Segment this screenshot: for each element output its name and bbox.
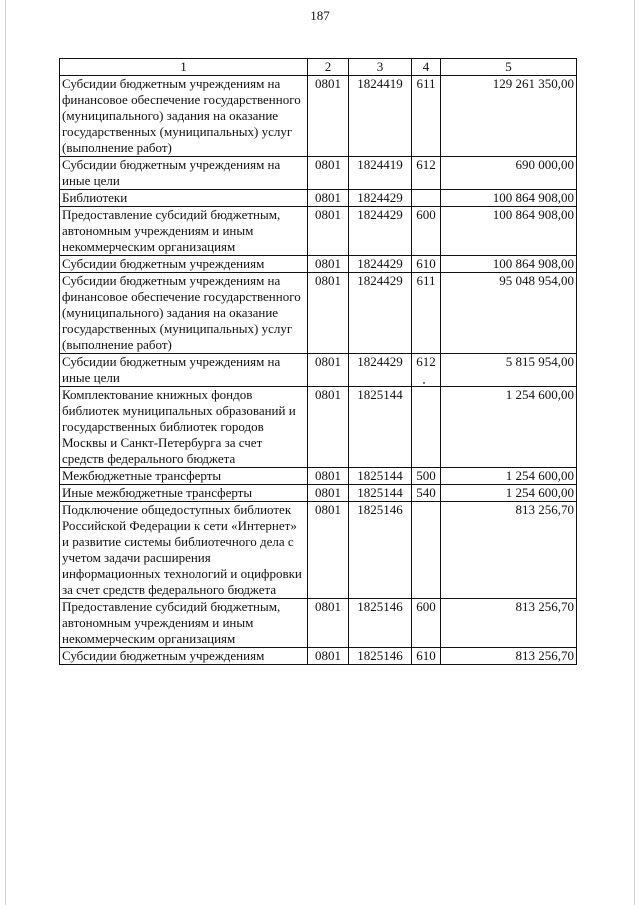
row-section: 0801 [308, 207, 349, 256]
header-row [60, 59, 577, 76]
row-name: Предоставление субсидий бюджетным, автономным учреждениям и иным некоммерческим организациям [60, 207, 308, 256]
row-amount: 100 864 908,00 [441, 256, 577, 273]
row-amount: 5 815 954,00 [441, 354, 577, 387]
table-row [60, 76, 577, 157]
table-row [60, 387, 577, 468]
table-row [60, 354, 577, 387]
row-name: Иные межбюджетные трансферты [60, 485, 308, 502]
row-amount: 95 048 954,00 [441, 273, 577, 354]
table-row [60, 207, 577, 256]
table-row [60, 256, 577, 273]
row-name: Субсидии бюджетным учреждениям на финансовое обеспечение государственного (муниципального) задания на оказание государственных (муниципальных) услуг (выполнение работ) [60, 76, 308, 157]
row-amount: 100 864 908,00 [441, 190, 577, 207]
row-name: Субсидии бюджетным учреждениям на иные цели [60, 354, 308, 387]
header-col-2: 2 [308, 59, 349, 76]
row-target: 1825146 [349, 599, 412, 648]
row-section: 0801 [308, 485, 349, 502]
table-row [60, 648, 577, 665]
budget-table [59, 58, 577, 665]
row-target: 1825144 [349, 387, 412, 468]
row-amount: 100 864 908,00 [441, 207, 577, 256]
scan-edge-left [5, 0, 6, 905]
row-group: 610 [412, 256, 441, 273]
row-target: 1824429 [349, 273, 412, 354]
row-name: Межбюджетные трансферты [60, 468, 308, 485]
scan-speck [423, 382, 425, 384]
header-col-3: 3 [349, 59, 412, 76]
row-section: 0801 [308, 354, 349, 387]
table-row [60, 599, 577, 648]
row-name: Библиотеки [60, 190, 308, 207]
row-target: 1824429 [349, 256, 412, 273]
header-col-4: 4 [412, 59, 441, 76]
row-target: 1824429 [349, 190, 412, 207]
row-group: 540 [412, 485, 441, 502]
row-target: 1825144 [349, 485, 412, 502]
row-group: 610 [412, 648, 441, 665]
row-target: 1825146 [349, 648, 412, 665]
row-section: 0801 [308, 468, 349, 485]
row-amount: 1 254 600,00 [441, 387, 577, 468]
row-section: 0801 [308, 157, 349, 190]
row-amount: 1 254 600,00 [441, 468, 577, 485]
row-target: 1824419 [349, 76, 412, 157]
header-col-5: 5 [441, 59, 577, 76]
row-name: Субсидии бюджетным учреждениям на иные цели [60, 157, 308, 190]
row-name: Субсидии бюджетным учреждениям [60, 648, 308, 665]
row-target: 1825146 [349, 502, 412, 599]
row-section: 0801 [308, 502, 349, 599]
row-group [412, 502, 441, 599]
row-name: Комплектование книжных фондов библиотек муниципальных образований и государственных библиотек городов Москвы и Санкт-Петербурга за счет средств федерального бюджета [60, 387, 308, 468]
row-name: Предоставление субсидий бюджетным, автономным учреждениям и иным некоммерческим организациям [60, 599, 308, 648]
row-amount: 813 256,70 [441, 599, 577, 648]
row-section: 0801 [308, 599, 349, 648]
table-header [60, 59, 577, 76]
row-target: 1825144 [349, 468, 412, 485]
row-name: Субсидии бюджетным учреждениям [60, 256, 308, 273]
row-target: 1824429 [349, 354, 412, 387]
row-section: 0801 [308, 387, 349, 468]
page-number: 187 [310, 8, 330, 23]
row-group: 612 [412, 157, 441, 190]
row-amount: 1 254 600,00 [441, 485, 577, 502]
row-name: Подключение общедоступных библиотек Российской Федерации к сети «Интернет» и развитие системы библиотечного дела с учетом задачи расширения информационных технологий и оцифровки за счет средств федерального бюджета [60, 502, 308, 599]
row-name: Субсидии бюджетным учреждениям на финансовое обеспечение государственного (муниципального) задания на оказание государственных (муниципальных) услуг (выполнение работ) [60, 273, 308, 354]
row-group: 600 [412, 599, 441, 648]
table-row [60, 502, 577, 599]
row-group: 611 [412, 76, 441, 157]
row-section: 0801 [308, 648, 349, 665]
row-group: 611 [412, 273, 441, 354]
table-row [60, 190, 577, 207]
row-section: 0801 [308, 256, 349, 273]
row-section: 0801 [308, 190, 349, 207]
row-group: 612 [412, 354, 441, 387]
header-col-1: 1 [60, 59, 308, 76]
row-group [412, 190, 441, 207]
row-section: 0801 [308, 76, 349, 157]
row-group [412, 387, 441, 468]
table-row [60, 485, 577, 502]
row-group: 600 [412, 207, 441, 256]
row-amount: 690 000,00 [441, 157, 577, 190]
table-row [60, 273, 577, 354]
row-amount: 813 256,70 [441, 648, 577, 665]
row-group: 500 [412, 468, 441, 485]
row-target: 1824419 [349, 157, 412, 190]
row-amount: 813 256,70 [441, 502, 577, 599]
scan-edge-right [634, 0, 635, 905]
row-section: 0801 [308, 273, 349, 354]
row-target: 1824429 [349, 207, 412, 256]
table-row [60, 468, 577, 485]
table-row [60, 157, 577, 190]
row-amount: 129 261 350,00 [441, 76, 577, 157]
table-body [60, 76, 577, 665]
